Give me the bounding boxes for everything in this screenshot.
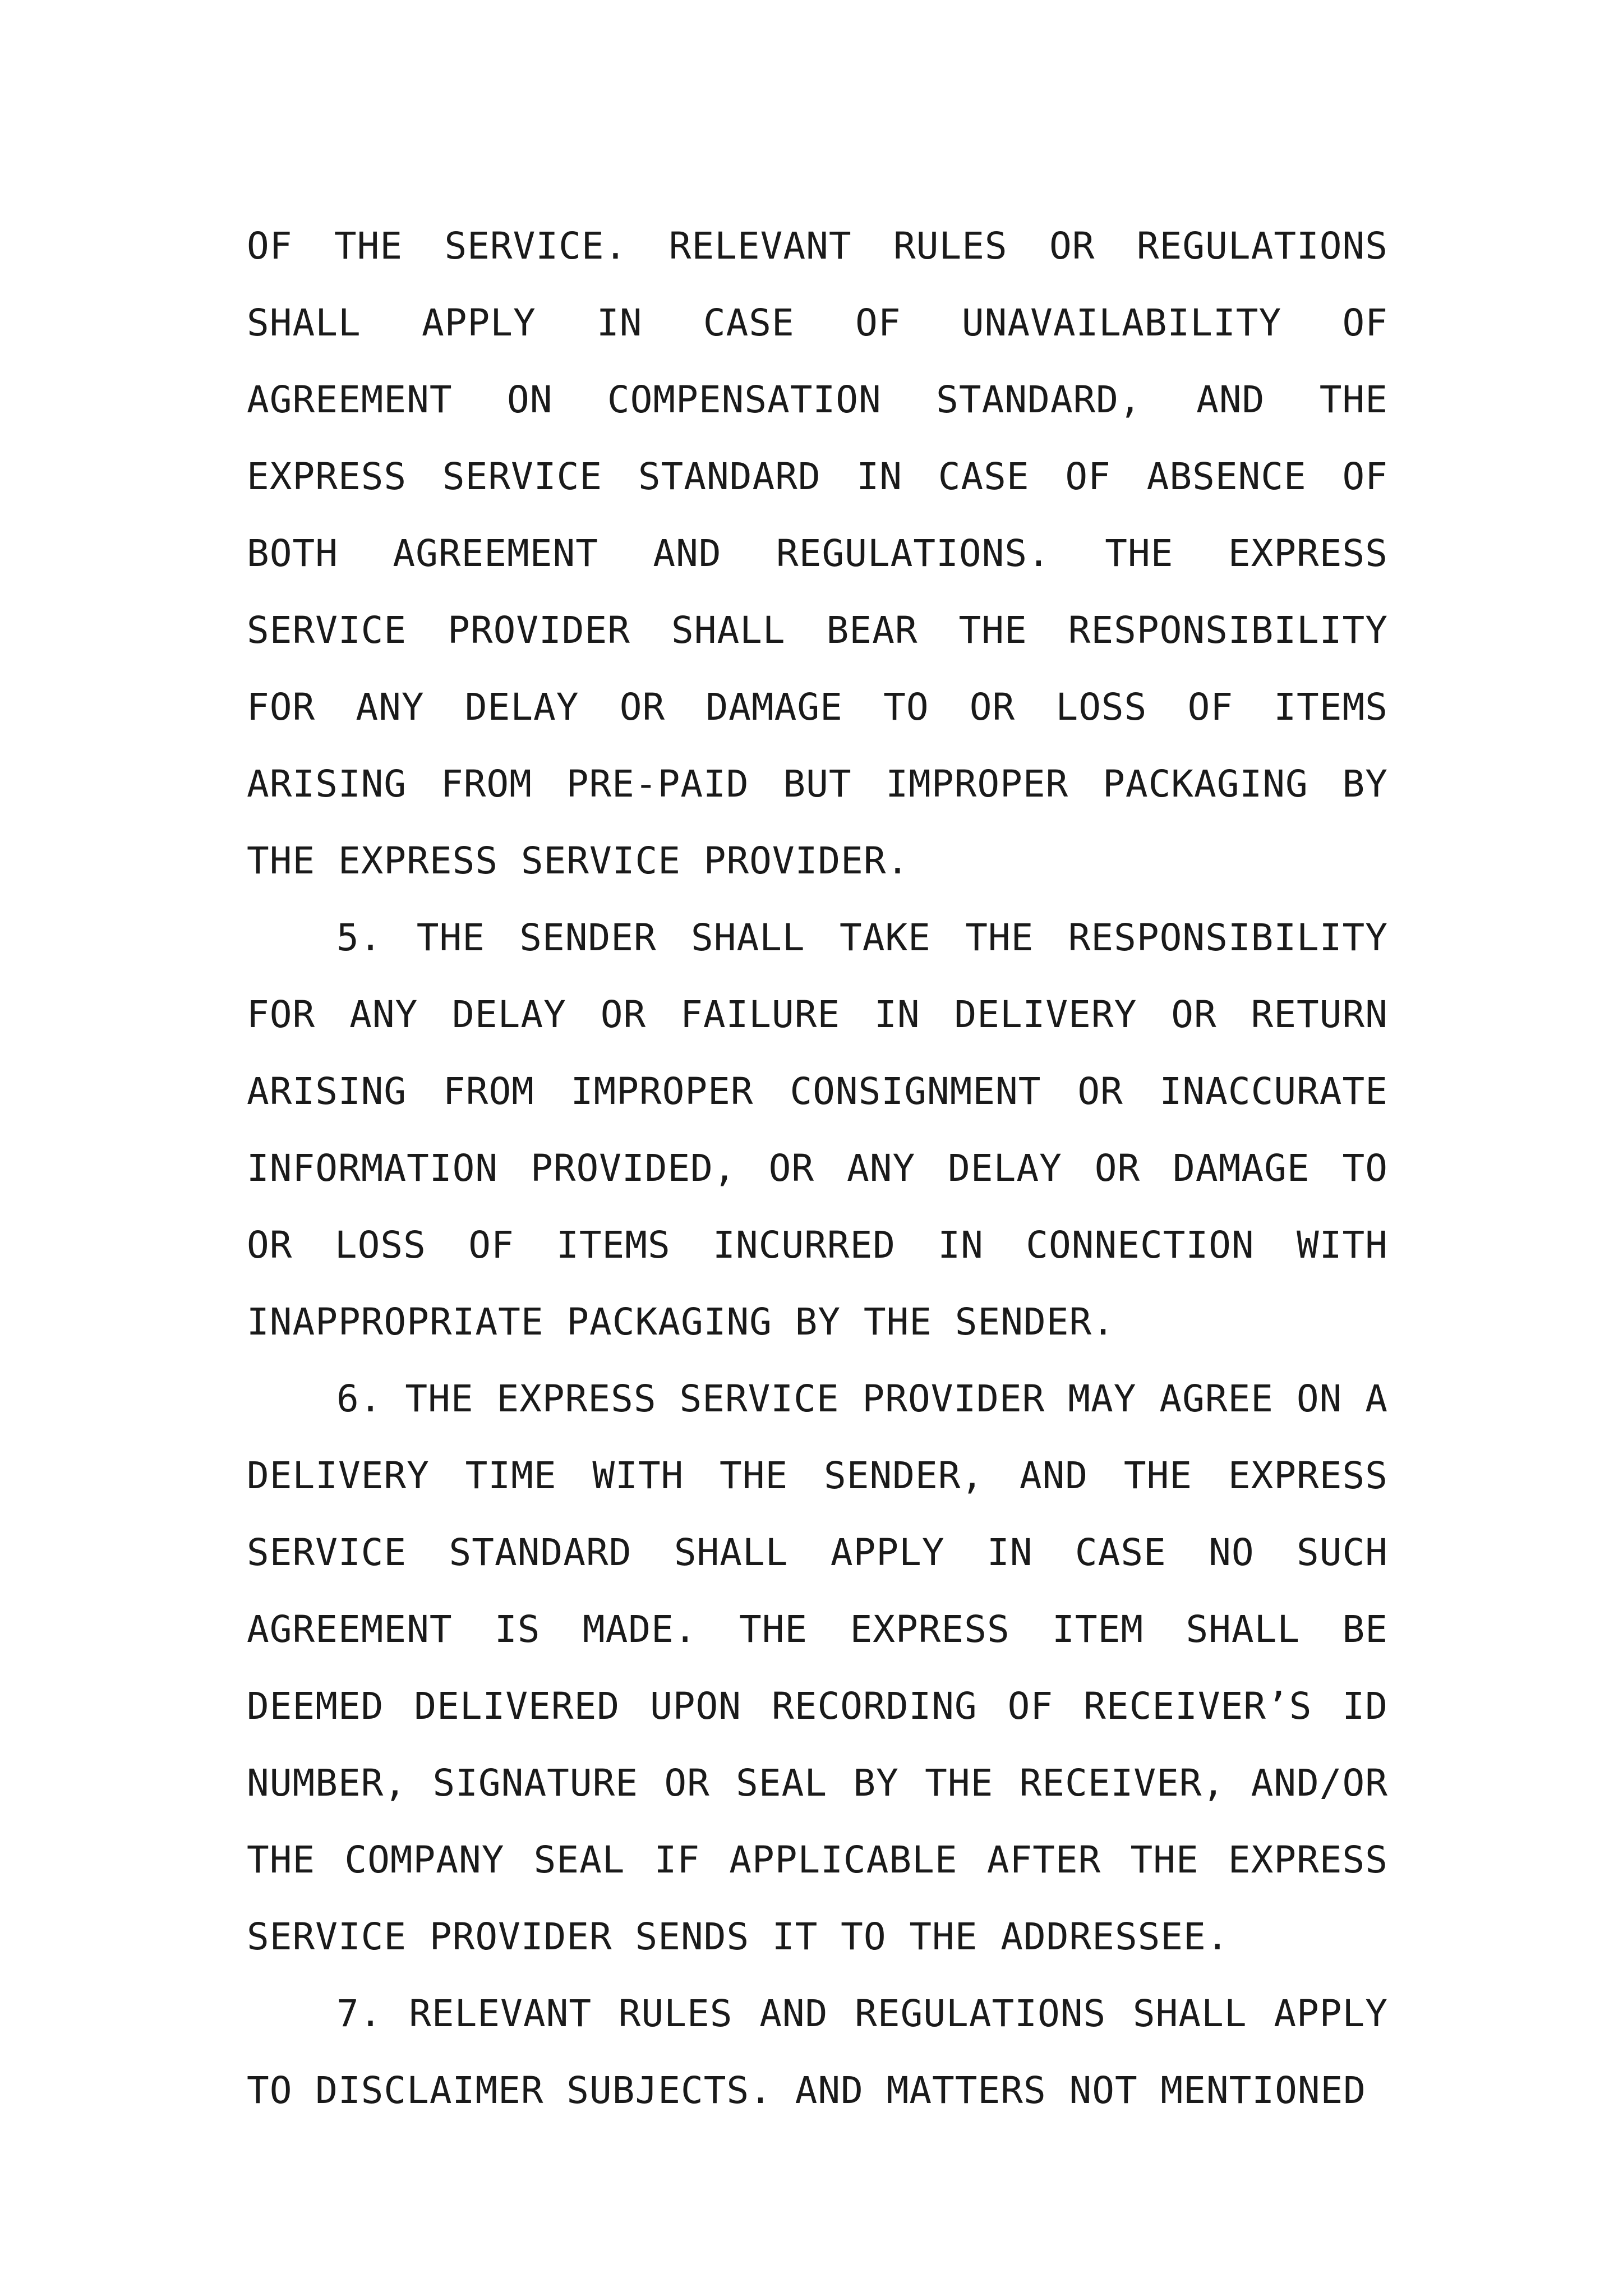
paragraph-continuation: OF THE SERVICE. RELEVANT RULES OR REGULATIONS SHALL APPLY IN CASE OF UNAVAILABILITY OF AGREEMENT ON COMPENSATION STANDARD, AND THE EXPRESS SERVICE STANDARD IN CASE OF ABSENCE OF BOTH AGREEMENT AND REGULATIONS. THE EXPRESS SERVICE PROVIDER SHALL BEAR THE RESPONSIBILITY FOR ANY DELAY OR DAMAGE TO OR LOSS OF ITEMS ARISING FROM PRE-PAID BUT IMPROPER PACKAGING BY THE EXPRESS SERVICE PROVIDER. xyxy=(247,224,1388,882)
document-body xyxy=(247,208,1388,2129)
paragraph-item-5: 5. THE SENDER SHALL TAKE THE RESPONSIBILITY FOR ANY DELAY OR FAILURE IN DELIVERY OR RETURN ARISING FROM IMPROPER CONSIGNMENT OR INACCURATE INFORMATION PROVIDED, OR ANY DELAY OR DAMAGE TO OR LOSS OF ITEMS INCURRED IN CONNECTION WITH INAPPROPRIATE PACKAGING BY THE SENDER. xyxy=(247,916,1388,1343)
paragraph-item-7: 7. RELEVANT RULES AND REGULATIONS SHALL APPLY TO DISCLAIMER SUBJECTS. AND MATTERS NOT MENTIONED xyxy=(247,1992,1388,2112)
paragraph-item-6: 6. THE EXPRESS SERVICE PROVIDER MAY AGREE ON A DELIVERY TIME WITH THE SENDER, AND THE EXPRESS SERVICE STANDARD SHALL APPLY IN CASE NO SUCH AGREEMENT IS MADE. THE EXPRESS ITEM SHALL BE DEEMED DELIVERED UPON RECORDING OF RECEIVER’S ID NUMBER, SIGNATURE OR SEAL BY THE RECEIVER, AND/OR THE COMPANY SEAL IF APPLICABLE AFTER THE EXPRESS SERVICE PROVIDER SENDS IT TO THE ADDRESSEE. xyxy=(247,1377,1388,1958)
